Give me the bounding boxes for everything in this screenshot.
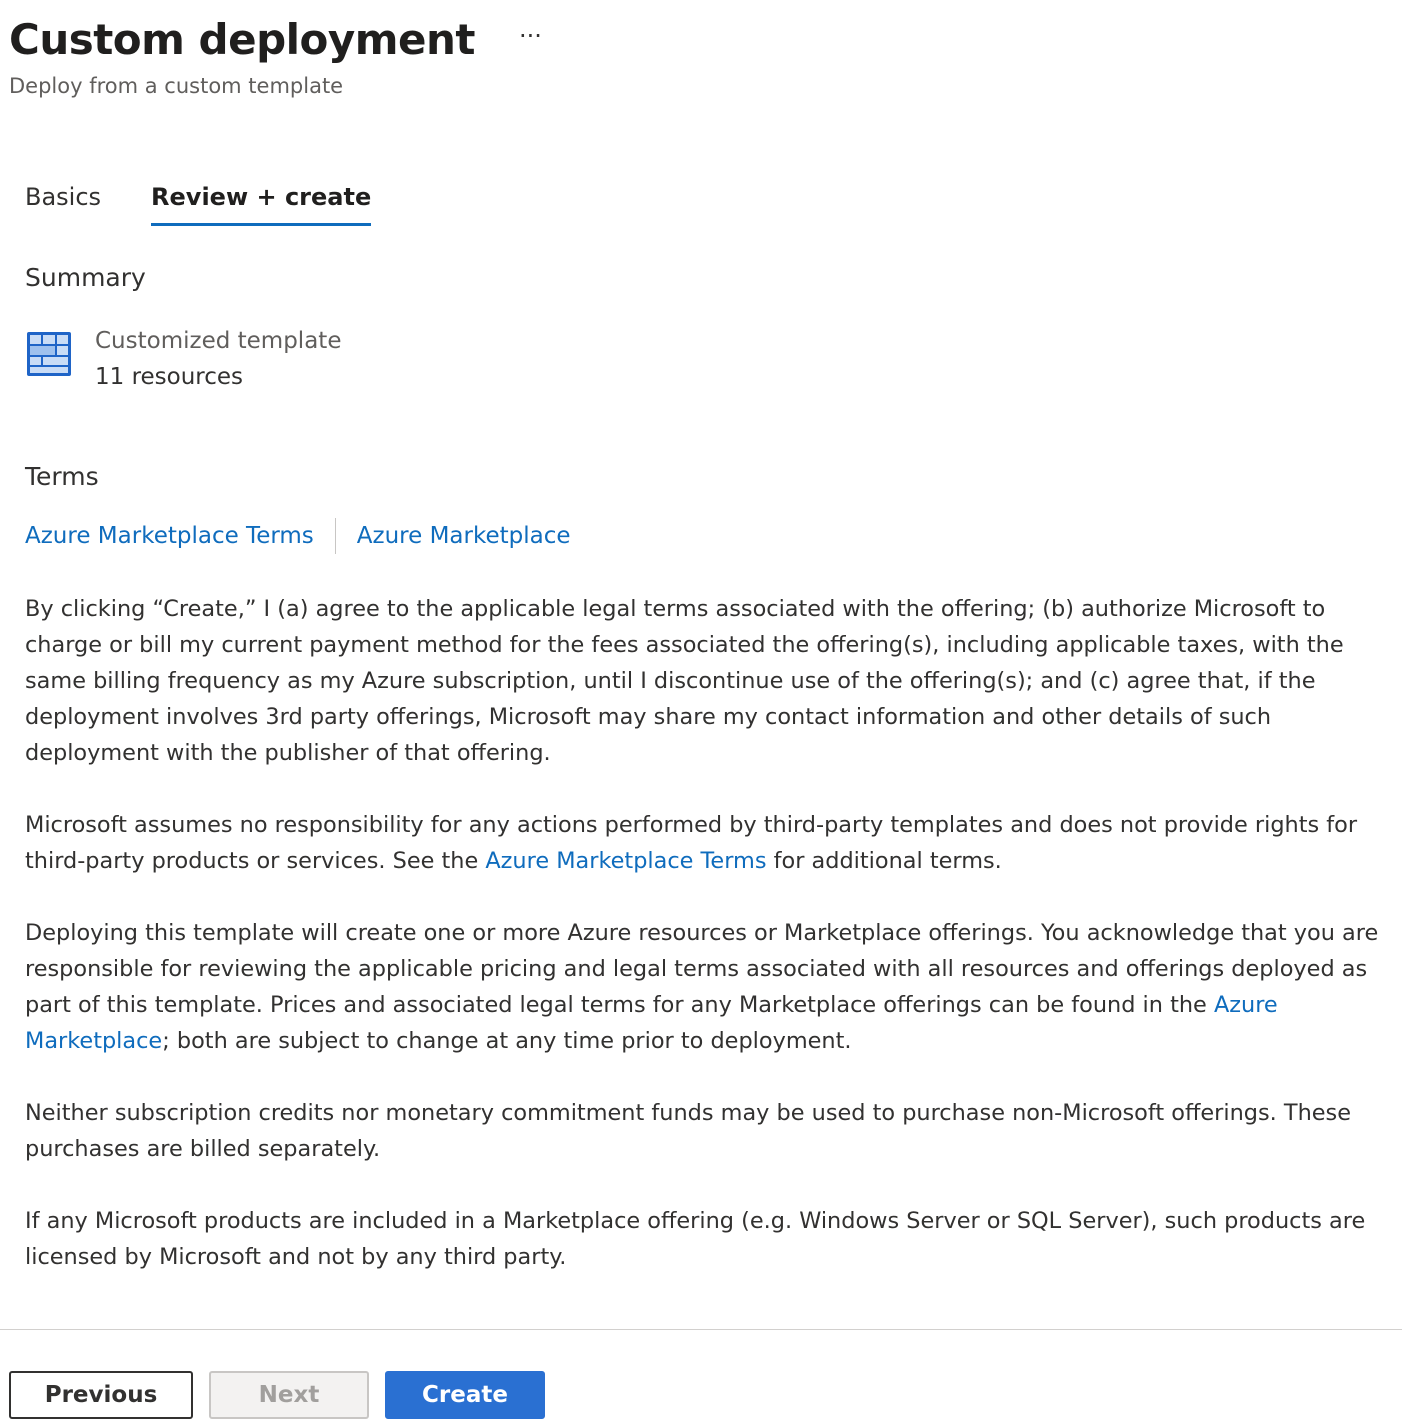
page-header <box>9 12 542 98</box>
title-row <box>9 12 542 68</box>
previous-button[interactable]: Previous <box>9 1371 193 1419</box>
summary-heading: Summary <box>25 263 146 292</box>
terms-paragraph-1: By clicking “Create,” I (a) agree to the applicable legal terms associated with the offering; (b) authorize Microsoft to charge or bill my current payment method for the fees associated the offering(s), including applicable taxes, with the same billing frequency as my Azure subscription, until I discontinue use of the offering(s); and (c) agree that, if the deployment involves 3rd party offerings, Microsoft may share my contact information and other details of such deployment with the publisher of that offering. <box>25 596 1344 766</box>
terms-paragraph-3-text: Deploying this template will create one or more Azure resources or Marketplace offerings. You acknowledge that you are responsible for reviewing the applicable pricing and legal terms associated with all resources and offerings deployed as part of this template. Prices and associated legal terms for any Marketplace offerings can be found in the <box>25 920 1379 1018</box>
summary-block <box>26 323 341 395</box>
template-grid-icon <box>26 331 72 377</box>
azure-marketplace-link[interactable]: Azure Marketplace <box>356 523 571 549</box>
page-subtitle: Deploy from a custom template <box>9 74 344 98</box>
terms-heading: Terms <box>25 462 99 491</box>
terms-body <box>25 591 1402 1311</box>
tab-bar <box>25 183 421 226</box>
terms-paragraph-3 <box>25 915 1402 1059</box>
terms-paragraph-2-text: Microsoft assumes no responsibility for any actions performed by third-party templates and does not provide rights for third-party products or services. See the <box>25 812 1358 874</box>
summary-text <box>95 323 341 395</box>
inline-azure-marketplace-terms-link[interactable]: Azure Marketplace Terms <box>485 848 767 874</box>
inline-azure-marketplace-link[interactable]: Azure Marketplace <box>25 992 1278 1054</box>
link-separator <box>335 518 336 554</box>
terms-paragraph-4: Neither subscription credits nor monetary commitment funds may be used to purchase non-Microsoft offerings. These purchases are billed separately. <box>25 1100 1351 1162</box>
template-name: Customized template <box>95 328 342 354</box>
tab-review-create[interactable]: Review + create <box>151 183 371 226</box>
azure-marketplace-terms-link[interactable]: Azure Marketplace Terms <box>25 523 314 549</box>
more-options-icon[interactable]: ··· <box>519 22 542 50</box>
next-button[interactable]: Next <box>209 1371 369 1419</box>
resource-count: 11 resources <box>95 364 244 390</box>
terms-paragraph-3-tail: ; both are subject to change at any time prior to deployment. <box>162 1028 852 1054</box>
page-title: Custom deployment <box>9 15 476 64</box>
terms-links <box>25 518 571 554</box>
create-button[interactable]: Create <box>385 1371 545 1419</box>
footer-actions <box>9 1371 545 1419</box>
terms-paragraph-2 <box>25 807 1402 879</box>
footer-divider <box>0 1329 1402 1330</box>
tab-basics[interactable]: Basics <box>25 183 102 211</box>
terms-paragraph-5: If any Microsoft products are included in a Marketplace offering (e.g. Windows Server or SQL Server), such products are licensed by Microsoft and not by any third party. <box>25 1208 1366 1270</box>
terms-paragraph-2-tail: for additional terms. <box>766 848 1002 874</box>
